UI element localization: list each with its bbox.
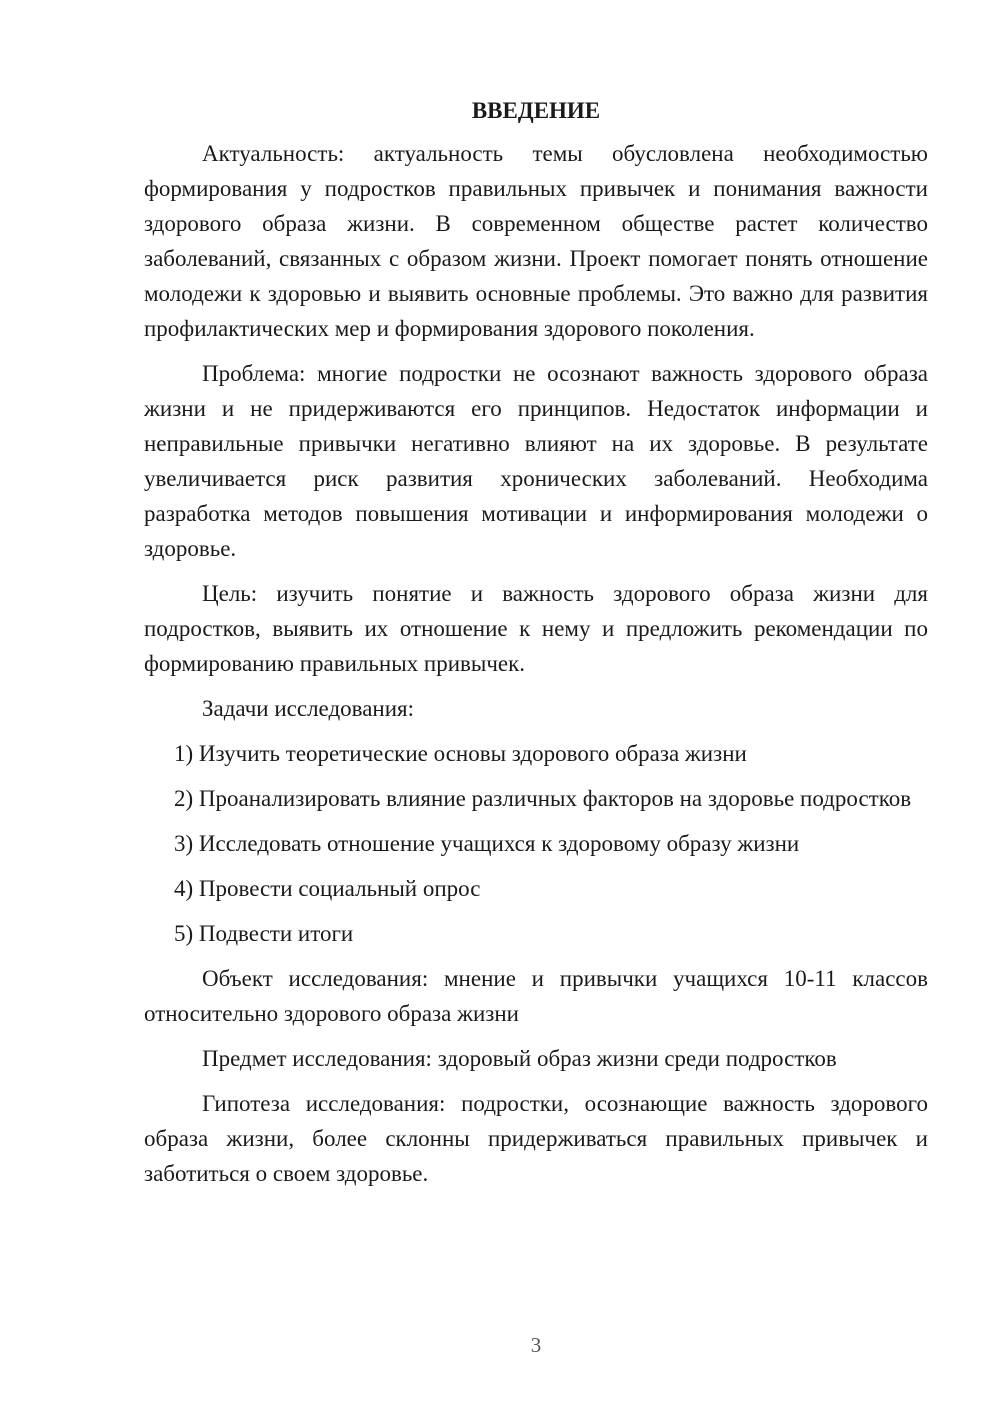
- page-title: ВВЕДЕНИЕ: [471, 98, 601, 123]
- paragraph-subject: Предмет исследования: здоровый образ жизни среди подростков: [202, 1046, 837, 1071]
- page-content: [144, 96, 928, 1201]
- paragraph-hypothesis: Гипотеза исследования: подростки, осознающие важность здорового образа жизни, более склонны придерживаться правильных привычек и заботиться о своем здоровье.: [144, 1091, 928, 1186]
- paragraph-relevance: Актуальность: актуальность темы обусловлена необходимостью формирования у подростков правильных привычек и понимания важности здорового образа жизни. В современном обществе растет количество заболеваний, связанных с образом жизни. Проект помогает понять отношение молодежи к здоровью и выявить основные проблемы. Это важно для развития профилактических мер и формирования здорового поколения.: [144, 141, 928, 341]
- paragraph-goal: Цель: изучить понятие и важность здорового образа жизни для подростков, выявить их отношение к нему и предложить рекомендации по формированию правильных привычек.: [144, 581, 928, 676]
- list-item-task-3: 3) Исследовать отношение учащихся к здоровому образу жизни: [174, 831, 800, 856]
- list-item-task-4: 4) Провести социальный опрос: [174, 876, 481, 901]
- list-item-task-5: 5) Подвести итоги: [174, 921, 354, 946]
- paragraph-object: Объект исследования: мнение и привычки учащихся 10-11 классов относительно здорового образа жизни: [144, 966, 928, 1026]
- page-number: 3: [530, 1333, 542, 1357]
- paragraph-problem: Проблема: многие подростки не осознают важность здорового образа жизни и не придерживаются его принципов. Недостаток информации и неправильные привычки негативно влияют на их здоровье. В результате увеличивается риск развития хронических заболеваний. Необходима разработка методов повышения мотивации и информирования молодежи о здоровье.: [144, 361, 928, 561]
- tasks-heading: Задачи исследования:: [202, 696, 415, 721]
- list-item-task-1: 1) Изучить теоретические основы здорового образа жизни: [174, 741, 747, 766]
- list-item-task-2: 2) Проанализировать влияние различных факторов на здоровье подростков: [174, 786, 912, 811]
